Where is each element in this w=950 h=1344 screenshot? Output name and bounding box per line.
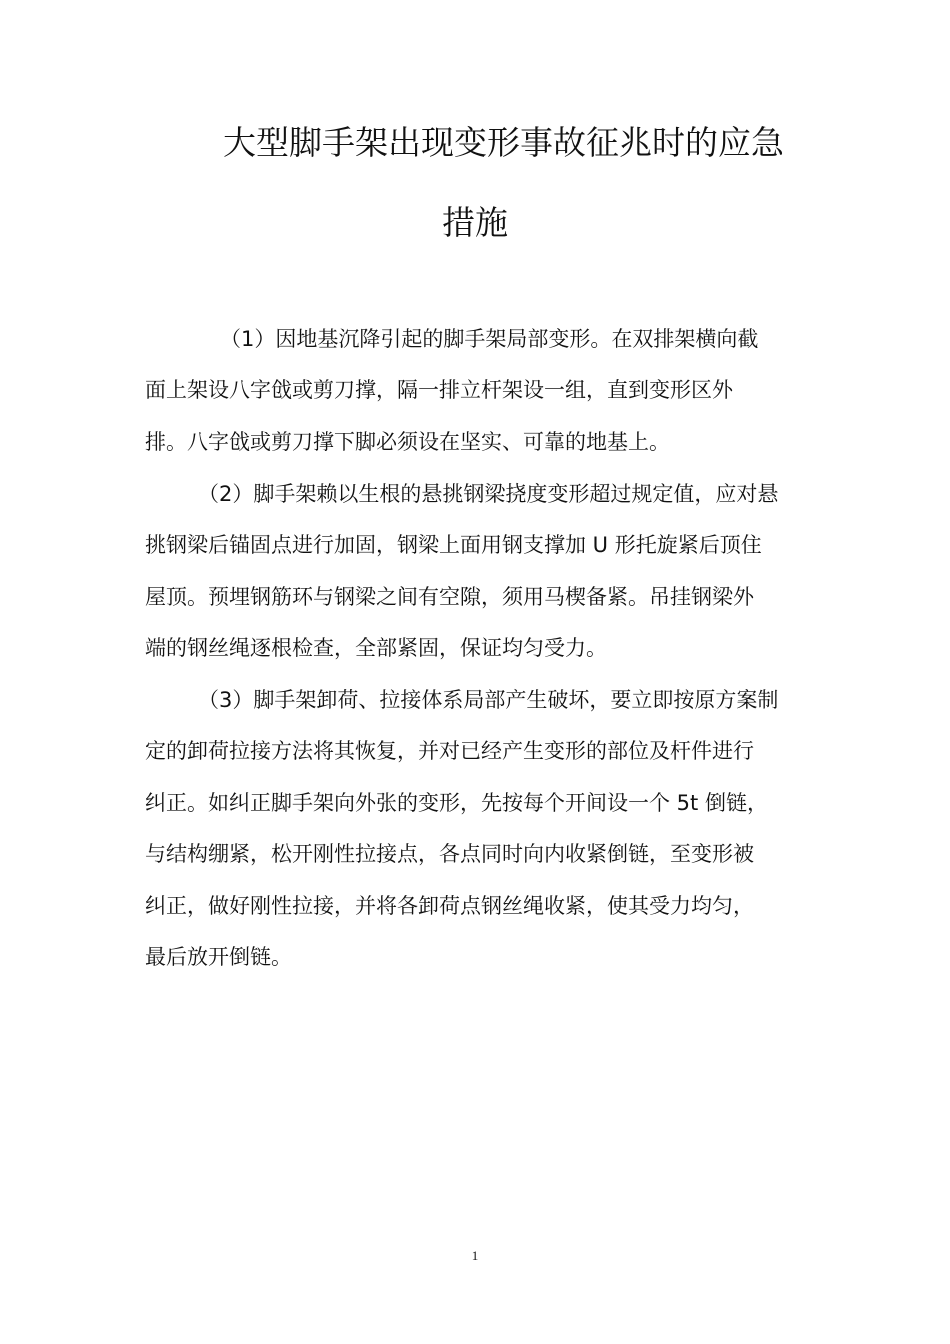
paragraph-3-line-1: （3）脚手架卸荷、拉接体系局部产生破坏，要立即按原方案制 — [198, 688, 779, 712]
paragraph-2-line-3: 屋顶。预埋钢筋环与钢梁之间有空隙，须用马楔备紧。吊挂钢梁外 — [145, 585, 754, 609]
paragraph-3-line-3: 纠正。如纠正脚手架向外张的变形，先按每个开间设一个 5t 倒链， — [145, 791, 768, 815]
document-title-line-2: 措施 — [442, 203, 508, 242]
paragraph-3-line-5: 纠正，做好刚性拉接，并将各卸荷点钢丝绳收紧，使其受力均匀， — [145, 894, 754, 918]
paragraph-1-line-2: 面上架设八字戗或剪刀撑，隔一排立杆架设一组，直到变形区外 — [145, 378, 733, 402]
paragraph-3-line-2: 定的卸荷拉接方法将其恢复，并对已经产生变形的部位及杆件进行 — [145, 739, 754, 763]
page-number: 1 — [471, 1248, 479, 1263]
paragraph-1-line-1: （1）因地基沉降引起的脚手架局部变形。在双排架横向截 — [220, 327, 759, 351]
paragraph-3-line-6: 最后放开倒链。 — [145, 945, 292, 969]
paragraph-3-line-4: 与结构绷紧，松开刚性拉接点，各点同时向内收紧倒链，至变形被 — [145, 842, 754, 866]
paragraph-2-line-4: 端的钢丝绳逐根检查，全部紧固，保证均匀受力。 — [145, 636, 607, 660]
paragraph-2-line-1: （2）脚手架赖以生根的悬挑钢梁挠度变形超过规定值，应对悬 — [198, 482, 779, 506]
paragraph-2-line-2: 挑钢梁后锚固点进行加固，钢梁上面用钢支撑加 U 形托旋紧后顶住 — [145, 533, 762, 557]
document-title-line-1: 大型脚手架出现变形事故征兆时的应急 — [223, 123, 784, 162]
paragraph-1-line-3: 排。八字戗或剪刀撑下脚必须设在坚实、可靠的地基上。 — [145, 430, 670, 454]
